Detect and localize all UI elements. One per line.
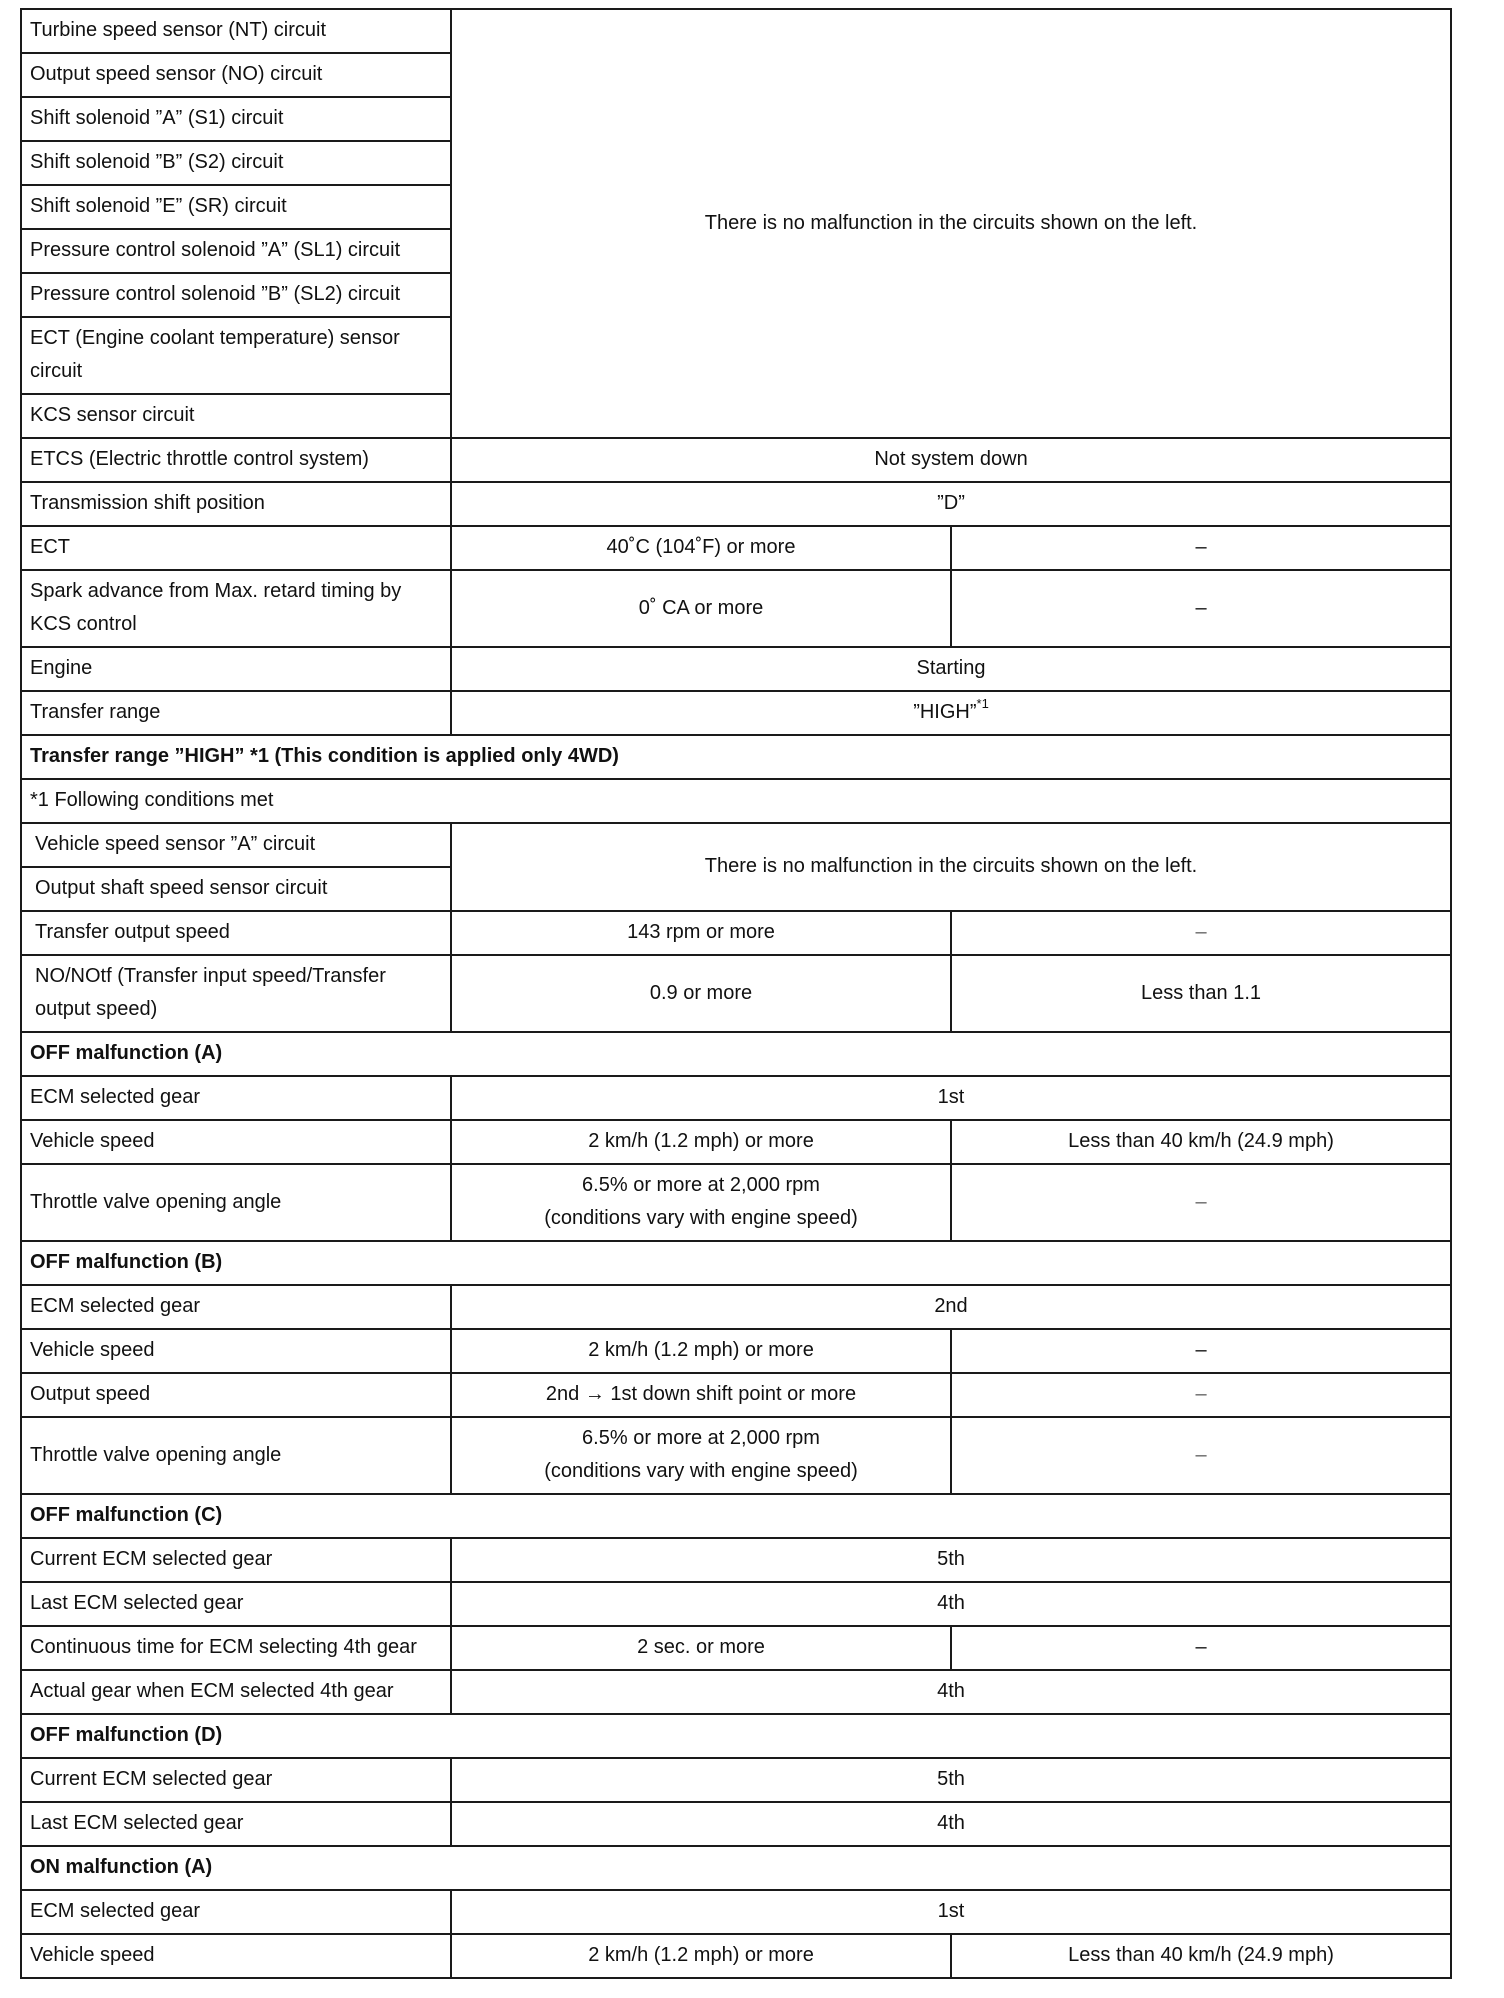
table-row [21, 526, 1451, 570]
row-max-value: – [951, 1373, 1451, 1417]
row-max-value: – [951, 911, 1451, 955]
footnote-marker: *1 [976, 696, 989, 712]
row-label: Current ECM selected gear [21, 1758, 451, 1802]
row-label: Current ECM selected gear [21, 1538, 451, 1582]
row-min-value: 2 km/h (1.2 mph) or more [451, 1934, 951, 1978]
row-label: Output shaft speed sensor circuit [21, 867, 451, 911]
no-malfunction-note: There is no malfunction in the circuits shown on the left. [451, 9, 1451, 438]
table-row [21, 955, 1451, 1032]
row-label: Last ECM selected gear [21, 1802, 451, 1846]
row-label: Throttle valve opening angle [21, 1164, 451, 1241]
table-row [21, 779, 1451, 823]
section-header-row [21, 1494, 1451, 1538]
row-label: Vehicle speed sensor ”A” circuit [21, 823, 451, 867]
table-row [21, 1538, 1451, 1582]
section-header: ON malfunction (A) [21, 1846, 1451, 1890]
row-min-value: 0.9 or more [451, 955, 951, 1032]
table-row [21, 1120, 1451, 1164]
row-max-value: – [951, 570, 1451, 647]
row-max-value: Less than 1.1 [951, 955, 1451, 1032]
table-row [21, 1417, 1451, 1494]
row-value: Not system down [451, 438, 1451, 482]
row-label: Continuous time for ECM selecting 4th gear [21, 1626, 451, 1670]
row-min-value: 143 rpm or more [451, 911, 951, 955]
row-label: Shift solenoid ”B” (S2) circuit [21, 141, 451, 185]
section-header: OFF malfunction (B) [21, 1241, 1451, 1285]
row-max-value: – [951, 1329, 1451, 1373]
table-row [21, 9, 1451, 53]
row-label: Transfer range [21, 691, 451, 735]
table-row [21, 570, 1451, 647]
table-row [21, 911, 1451, 955]
row-value: 1st [451, 1076, 1451, 1120]
row-label: Vehicle speed [21, 1934, 451, 1978]
row-label: Shift solenoid ”E” (SR) circuit [21, 185, 451, 229]
min-value-line-2: (conditions vary with engine speed) [544, 1460, 858, 1482]
row-label: Vehicle speed [21, 1329, 451, 1373]
section-header-row [21, 1241, 1451, 1285]
row-value: Starting [451, 647, 1451, 691]
row-min-value: 2nd → 1st down shift point or more [451, 1373, 951, 1417]
row-min-value [451, 1417, 951, 1494]
row-value: 2nd [451, 1285, 1451, 1329]
row-label: Spark advance from Max. retard timing by KCS control [21, 570, 451, 647]
row-label: ECM selected gear [21, 1076, 451, 1120]
section-header-row [21, 1714, 1451, 1758]
row-value: 4th [451, 1582, 1451, 1626]
row-value: 1st [451, 1890, 1451, 1934]
table-row [21, 1076, 1451, 1120]
row-label: Actual gear when ECM selected 4th gear [21, 1670, 451, 1714]
transfer-range-value: ”HIGH” [913, 701, 977, 723]
table-row [21, 1329, 1451, 1373]
row-label: KCS sensor circuit [21, 394, 451, 438]
table-row [21, 1582, 1451, 1626]
table-row [21, 691, 1451, 735]
section-header: OFF malfunction (C) [21, 1494, 1451, 1538]
table-row [21, 1670, 1451, 1714]
row-value [451, 691, 1451, 735]
row-label: ECM selected gear [21, 1285, 451, 1329]
row-min-value: 40˚C (104˚F) or more [451, 526, 951, 570]
row-label: ECM selected gear [21, 1890, 451, 1934]
row-label: Output speed sensor (NO) circuit [21, 53, 451, 97]
table-row [21, 823, 1451, 867]
min-value-line-1: 6.5% or more at 2,000 rpm [582, 1427, 820, 1449]
section-header-row [21, 1846, 1451, 1890]
table-row [21, 1890, 1451, 1934]
table-row [21, 1373, 1451, 1417]
table-row [21, 482, 1451, 526]
table-row [21, 1758, 1451, 1802]
row-max-value: – [951, 526, 1451, 570]
row-min-value [451, 1164, 951, 1241]
section-header: Transfer range ”HIGH” *1 (This condition is applied only 4WD) [21, 735, 1451, 779]
min-value-line-2: (conditions vary with engine speed) [544, 1207, 858, 1229]
row-label: Output speed [21, 1373, 451, 1417]
min-value-line-1: 6.5% or more at 2,000 rpm [582, 1174, 820, 1196]
section-header: OFF malfunction (A) [21, 1032, 1451, 1076]
row-min-value: 2 sec. or more [451, 1626, 951, 1670]
row-value: 4th [451, 1802, 1451, 1846]
table-row [21, 647, 1451, 691]
table-row [21, 438, 1451, 482]
footnote-text: *1 Following conditions met [21, 779, 1451, 823]
row-value: 4th [451, 1670, 1451, 1714]
conditions-table [20, 8, 1452, 1979]
no-malfunction-note: There is no malfunction in the circuits shown on the left. [451, 823, 1451, 911]
row-value: ”D” [451, 482, 1451, 526]
row-label: NO/NOtf (Transfer input speed/Transfer output speed) [21, 955, 451, 1032]
row-min-value: 2 km/h (1.2 mph) or more [451, 1329, 951, 1373]
row-label: Vehicle speed [21, 1120, 451, 1164]
row-label: Transmission shift position [21, 482, 451, 526]
table-row [21, 1934, 1451, 1978]
row-label: ECT (Engine coolant temperature) sensor circuit [21, 317, 451, 394]
row-value: 5th [451, 1538, 1451, 1582]
row-label: Pressure control solenoid ”B” (SL2) circuit [21, 273, 451, 317]
row-label: ETCS (Electric throttle control system) [21, 438, 451, 482]
section-header-row [21, 735, 1451, 779]
row-max-value: – [951, 1164, 1451, 1241]
row-max-value: Less than 40 km/h (24.9 mph) [951, 1934, 1451, 1978]
section-header-row [21, 1032, 1451, 1076]
row-max-value: – [951, 1626, 1451, 1670]
row-value: 5th [451, 1758, 1451, 1802]
table-row [21, 1164, 1451, 1241]
row-label: Turbine speed sensor (NT) circuit [21, 9, 451, 53]
row-min-value: 2 km/h (1.2 mph) or more [451, 1120, 951, 1164]
row-label: ECT [21, 526, 451, 570]
row-max-value: – [951, 1417, 1451, 1494]
row-label: Transfer output speed [21, 911, 451, 955]
row-label: Last ECM selected gear [21, 1582, 451, 1626]
section-header: OFF malfunction (D) [21, 1714, 1451, 1758]
table-row [21, 1626, 1451, 1670]
row-label: Throttle valve opening angle [21, 1417, 451, 1494]
row-label: Pressure control solenoid ”A” (SL1) circuit [21, 229, 451, 273]
row-label: Shift solenoid ”A” (S1) circuit [21, 97, 451, 141]
table-row [21, 1285, 1451, 1329]
table-row [21, 1802, 1451, 1846]
row-min-value: 0˚ CA or more [451, 570, 951, 647]
row-max-value: Less than 40 km/h (24.9 mph) [951, 1120, 1451, 1164]
row-label: Engine [21, 647, 451, 691]
